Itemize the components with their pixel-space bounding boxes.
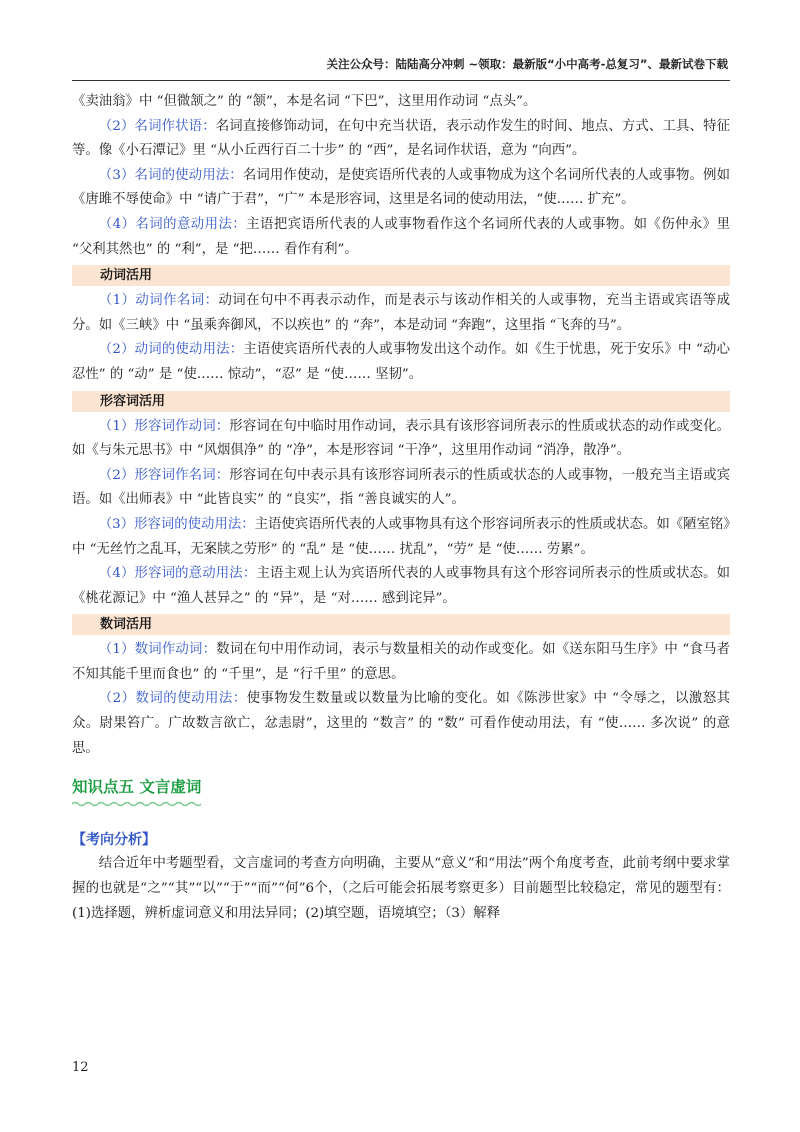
term-text: 主语主观上认为宾语所代表的人或事物具有这个形容词所表示的性质或状态。如《桃花源记》中 “渔人甚异之” 的 “异”，是 “对…… 感到诧异”。 — [72, 566, 730, 606]
term-text: 动词在句中不再表示动作，而是表示与该动作相关的人或事物，充当主语或宾语等成分。如《三峡》中 “虽乘奔御风，不以疾也” 的 “奔”，本是动词 “奔跑”，这里指 “飞奔的马”。 — [72, 293, 730, 333]
page-header: 关注公众号：陆陆高分冲刺 ~领取：最新版“小中高考-总复习”、最新试卷下载 — [326, 57, 728, 71]
term-text: 主语使宾语所代表的人或事物发出这个动作。如《生于忧患，死于安乐》中 “动心忍性” 的 “动” 是 “使…… 惊动”，“忍” 是 “使…… 坚韧”。 — [72, 342, 730, 382]
term-label: （2）数词的使动用法： — [98, 691, 247, 707]
main-content — [72, 90, 730, 926]
page-number: 12 — [72, 1060, 89, 1075]
numeral-item-2 — [72, 687, 730, 761]
term-text: 名词直接修饰动词，在句中充当状语，表示动作发生的时间、地点、方式、工具、特征等。像《小石潭记》里 “从小丘西行百二十步” 的 “西”，是名词作状语，意为 “向西”。 — [72, 118, 730, 159]
term-label: （3）形容词的使动用法： — [98, 516, 255, 532]
term-label: （1）动词作名词： — [98, 293, 219, 309]
noun-item-3 — [72, 164, 730, 213]
term-text: 形容词在句中表示具有该形容词所表示的性质或状态的人或事物，一般充当主语或宾语。如《出师表》中 “此皆良实” 的 “良实”，指 “善良诚实的人”。 — [72, 467, 730, 508]
analysis-paragraph: 结合近年中考题型看，文言虚词的考查方向明确，主要从“意义”和“用法”两个角度考查，此前考纲中要求掌握的也就是“之”“其”“以”“于”“而”“何”6个，（之后可能会拓展考察更多）目前题型比较稳定，常见的题型有：(1)选择题，辨析虚词意义和用法异同；(2)填空题，语境填空；（3）解释 — [72, 856, 730, 921]
analysis-label: 【考向分析】 — [72, 831, 156, 848]
term-label: （1）形容词作动词： — [98, 418, 230, 434]
term-text: 主语使宾语所代表的人或事物具有这个形容词所表示的性质或状态。如《陋室铭》中 “无丝竹之乱耳，无案牍之劳形” 的 “乱” 是 “使…… 扰乱”，“劳” 是 “使…… 劳累”。 — [72, 516, 730, 557]
adjective-item-2 — [72, 464, 730, 513]
term-label: （2）名词作状语： — [98, 118, 216, 134]
term-text: 主语把宾语所代表的人或事物看作这个名词所代表的人或事物。如《伤仲永》里 “父利其然也” 的 “利”，是 “把…… 看作有利”。 — [72, 216, 730, 257]
noun-item-2 — [72, 115, 730, 164]
section-heading-verb: 动词活用 — [72, 265, 730, 286]
term-text: 使事物发生数量或以数量为比喻的变化。如《陈涉世家》中 “令辱之，以激怒其众。尉果笞广。广故数言欲亡，忿恚尉”，这里的 “数言” 的 “数” 可看作使动用法，有 “使…… 多次说” 的意思。 — [72, 691, 730, 756]
section-heading-numeral: 数词活用 — [72, 614, 730, 635]
knowledge-point-heading — [72, 775, 201, 800]
term-label: （3）名词的使动用法： — [98, 167, 243, 183]
verb-item-1 — [72, 289, 730, 338]
term-label: （1）数词作动词： — [98, 642, 217, 658]
header-rule — [72, 80, 730, 81]
term-label: （2）形容词作名词： — [98, 467, 230, 483]
term-label: （4）名词的意动用法： — [98, 216, 247, 232]
numeral-item-1 — [72, 638, 730, 687]
term-text: 数词在句中用作动词，表示与数量相关的动作或变化。如《送东阳马生序》中 “食马者不知其能千里而食也” 的 “千里”，是 “行千里” 的意思。 — [72, 642, 730, 682]
term-text: 名词用作使动，是使宾语所代表的人或事物成为这个名词所代表的人或事物。例如《唐雎不辱使命》中 “请广于君”，“广” 本是形容词，这里是名词的使动用法，“使…… 扩充”。 — [72, 167, 730, 208]
section-heading-adjective: 形容词活用 — [72, 391, 730, 412]
noun-continuation: 《卖油翁》中 “但微颔之” 的 “颔”，本是名词 “下巴”，这里用作动词 “点头”。 — [72, 94, 537, 109]
verb-item-2 — [72, 338, 730, 387]
adjective-item-4 — [72, 562, 730, 611]
term-label: （2）动词的使动用法： — [98, 342, 244, 358]
adjective-item-3 — [72, 513, 730, 562]
adjective-item-1 — [72, 415, 730, 464]
wavy-underline-icon — [72, 801, 201, 807]
spacer — [72, 810, 730, 828]
term-text: 形容词在句中临时用作动词，表示具有该形容词所表示的性质或状态的动作或变化。如《与朱元思书》中 “风烟俱净” 的 “净”，本是形容词 “干净”，这里用作动词 “消净，散净”。 — [72, 418, 730, 459]
noun-item-4 — [72, 213, 730, 262]
term-label: （4）形容词的意动用法： — [98, 566, 257, 582]
knowledge-point-title: 知识点五 文言虚词 — [72, 778, 202, 797]
